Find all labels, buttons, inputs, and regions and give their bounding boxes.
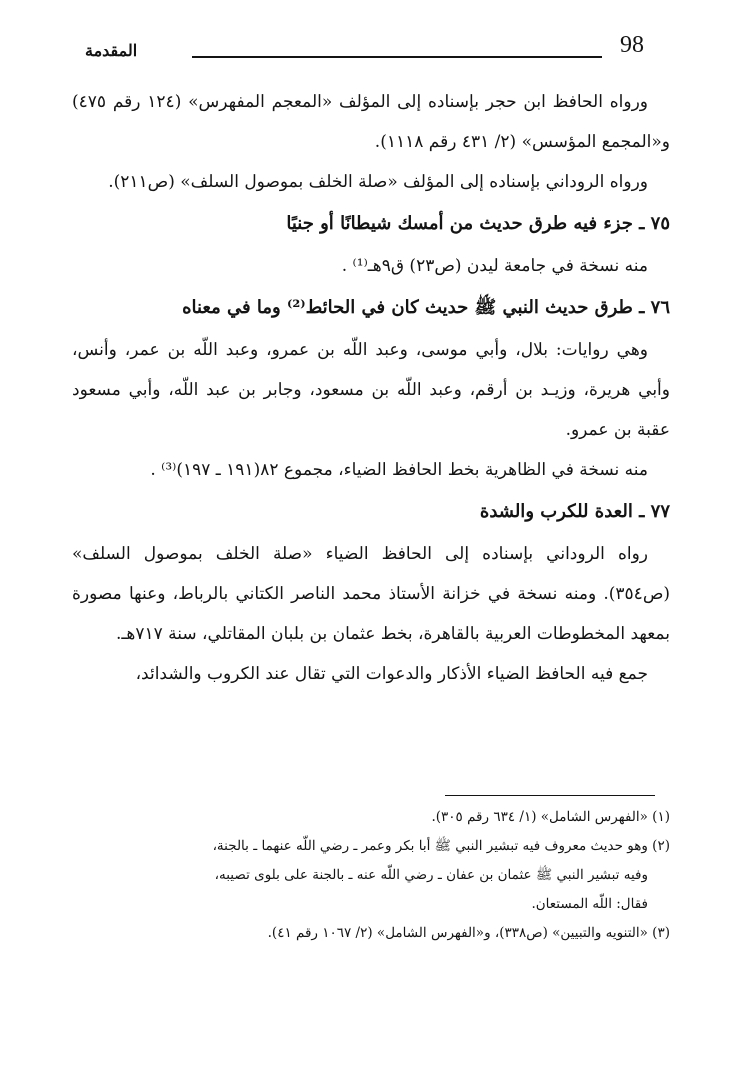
page-number: 98 — [620, 32, 644, 58]
footnote-separator — [445, 795, 655, 796]
entry-heading-76: ٧٦ ـ طرق حديث النبي ﷺ حديث كان في الحائط⁽²⁾ وما في معناه — [182, 297, 670, 318]
footnote-2: (٢) وهو حديث معروف فيه تبشير النبي ﷺ أبا بكر وعمر ـ رضي اللّه عنهما ـ بالجنة، — [212, 838, 670, 854]
entry-heading-75: ٧٥ ـ جزء فيه طرق حديث من أمسك شيطانًا أو جنيًا — [286, 213, 670, 234]
footnote-3: (٣) «التنويه والتبيين» (ص٣٣٨)، و«الفهرس الشامل» (٢/ ١٠٦٧ رقم ٤١). — [267, 925, 670, 941]
page-header — [40, 32, 680, 78]
paragraph-zahiriyya-copy: منه نسخة في الظاهرية بخط الحافظ الضياء، مجموع ٨٢(١٩١ ـ ١٩٧)⁽³⁾ . — [150, 460, 648, 480]
paragraph-hafiz-ibn-hajar: ورواه الحافظ ابن حجر بإسناده إلى المؤلف «المعجم المفهرس» (١٢٤ رقم ٤٧٥) و«المجمع المؤسس» (٢/ ٤٣١ رقم ١١١٨). — [72, 92, 670, 152]
body-text — [72, 82, 670, 694]
paragraph-narrations: وهي روايات: بلال، وأبي موسى، وعبد اللّه بن عمرو، وعبد اللّه بن عمر، وأنس، وأبي هريرة، وزيـد بن أرقم، وعبد اللّه بن مسعود، وجابر بن عبد اللّه، وأبي مسعود عقبة بن عمرو. — [72, 340, 670, 440]
footnote-1: (١) «الفهرس الشامل» (١/ ٦٣٤ رقم ٣٠٥). — [431, 809, 670, 825]
entry-heading-77: ٧٧ ـ العدة للكرب والشدة — [479, 501, 670, 522]
footnotes — [72, 803, 670, 948]
footnote-2-continued: وفيه تبشير النبي ﷺ عثمان بن عفان ـ رضي اللّه عنه ـ بالجنة على بلوى تصيبه، — [214, 867, 648, 883]
paragraph-leiden-copy: منه نسخة في جامعة ليدن (ص٢٣) ق٩هـ⁽¹⁾ . — [341, 256, 648, 276]
paragraph-rudani-1: ورواه الروداني بإسناده إلى المؤلف «صلة الخلف بموصول السلف» (ص٢١١). — [108, 172, 648, 192]
footnote-2-end: فقال: اللّه المستعان. — [531, 896, 648, 912]
paragraph-content-description: جمع فيه الحافظ الضياء الأذكار والدعوات التي تقال عند الكروب والشدائد، — [135, 664, 648, 684]
header-rule — [192, 56, 602, 58]
running-title: المقدمة — [85, 41, 138, 60]
paragraph-rudani-2: رواه الروداني بإسناده إلى الحافظ الضياء «صلة الخلف بموصول السلف» (ص٣٥٤). ومنه نسخة في خزانة الأستاذ محمد الناصر الكتاني بالرباط، وعنها مصورة بمعهد المخطوطات العربية بالقاهرة، بخط عثمان بن بلبان المقاتلي، سنة ٧١٧هـ. — [72, 544, 670, 644]
